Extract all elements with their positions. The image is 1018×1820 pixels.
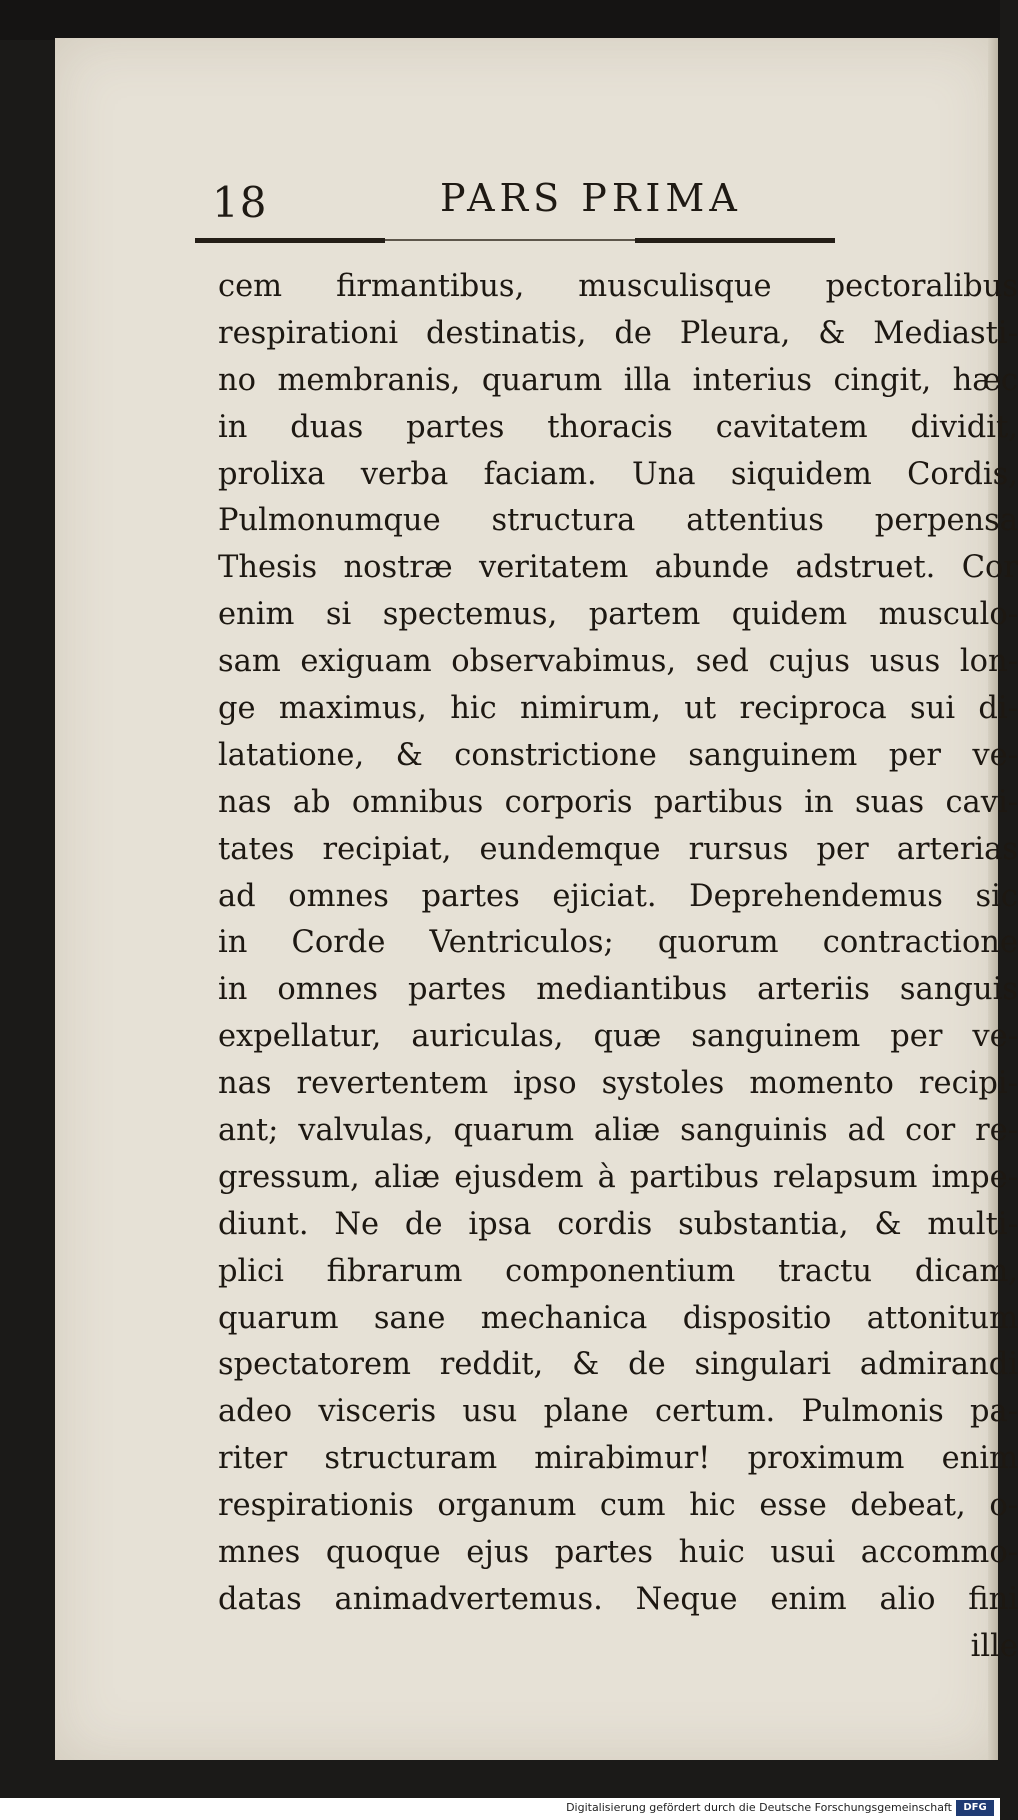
text-line: mnes quoque ejus partes huic usui accommo- [218,1535,1018,1571]
book-page [55,38,1018,1760]
text-line: riter structuram mirabimur! proximum enim [218,1441,1018,1477]
text-line: in omnes partes mediantibus arteriis sanguis [218,972,1018,1008]
text-line: adeo visceris usu plane certum. Pulmonis pa- [218,1394,1018,1430]
header-rule-left [195,238,385,243]
text-line: respirationis organum cum hic esse debeat, o- [218,1488,1018,1524]
text-line: tates recipiat, eundemque rursus per arterias [218,831,1018,867]
text-line: in duas partes thoracis cavitatem dividit, [218,409,1018,445]
text-line: datas animadvertemus. Neque enim alio fini [218,1581,1018,1617]
text-line: respirationi destinatis, de Pleura, & Mediasti- [218,315,1018,351]
header-rule-right [635,238,835,243]
scan-border-top [0,0,1000,40]
text-line: in Corde Ventriculos; quorum contractione [218,925,1018,961]
text-line: ant; valvulas, quarum aliæ sanguinis ad cor re- [218,1113,1018,1149]
text-line: quarum sane mechanica dispositio attonitum [218,1300,1018,1336]
text-line: spectatorem reddit, & de singulari admirandi [218,1347,1018,1383]
catchword: ille [970,1628,1018,1664]
text-line: ge maximus, hic nimirum, ut reciproca sui di- [218,691,1018,727]
text-line: cem firmantibus, musculisque pectoralibus [218,269,1018,304]
text-line: gressum, aliæ ejusdem à partibus relapsum impe- [218,1159,1018,1195]
text-line: diunt. Ne de ipsa cordis substantia, & multi- [218,1206,1018,1242]
text-line: Pulmonumque structura attentius perpensa [218,503,1018,539]
text-line: sam exiguam observabimus, sed cujus usus lon- [218,644,1018,680]
text-line: latatione, & constrictione sanguinem per ve- [218,737,1018,773]
text-line: expellatur, auriculas, quæ sanguinem per ve- [218,1019,1018,1055]
text-line: prolixa verba faciam. Una siquidem Cordis, [218,456,1018,492]
text-line: Thesis nostræ veritatem abunde adstruet. Cor [218,550,1018,586]
running-head: PARS PRIMA [440,176,742,220]
header-rule-middle [385,239,635,241]
text-line: ad omnes partes ejiciat. Deprehendemus sic [218,878,1018,914]
text-line: plici fibrarum componentium tractu dicam, [218,1253,1018,1289]
dfg-logo: DFG [956,1800,994,1816]
footer-credit: Digitalisierung gefördert durch die Deutsche Forschungsgemeinschaft [566,1801,952,1814]
text-line: nas revertentem ipso systoles momento recipi- [218,1066,1018,1102]
body-text [218,264,1018,1671]
page-number: 18 [212,178,268,227]
text-line: enim si spectemus, partem quidem musculo- [218,597,1018,633]
text-line: nas ab omnibus corporis partibus in suas cavi- [218,784,1018,820]
text-line: no membranis, quarum illa interius cingit, hæc [218,362,1018,398]
